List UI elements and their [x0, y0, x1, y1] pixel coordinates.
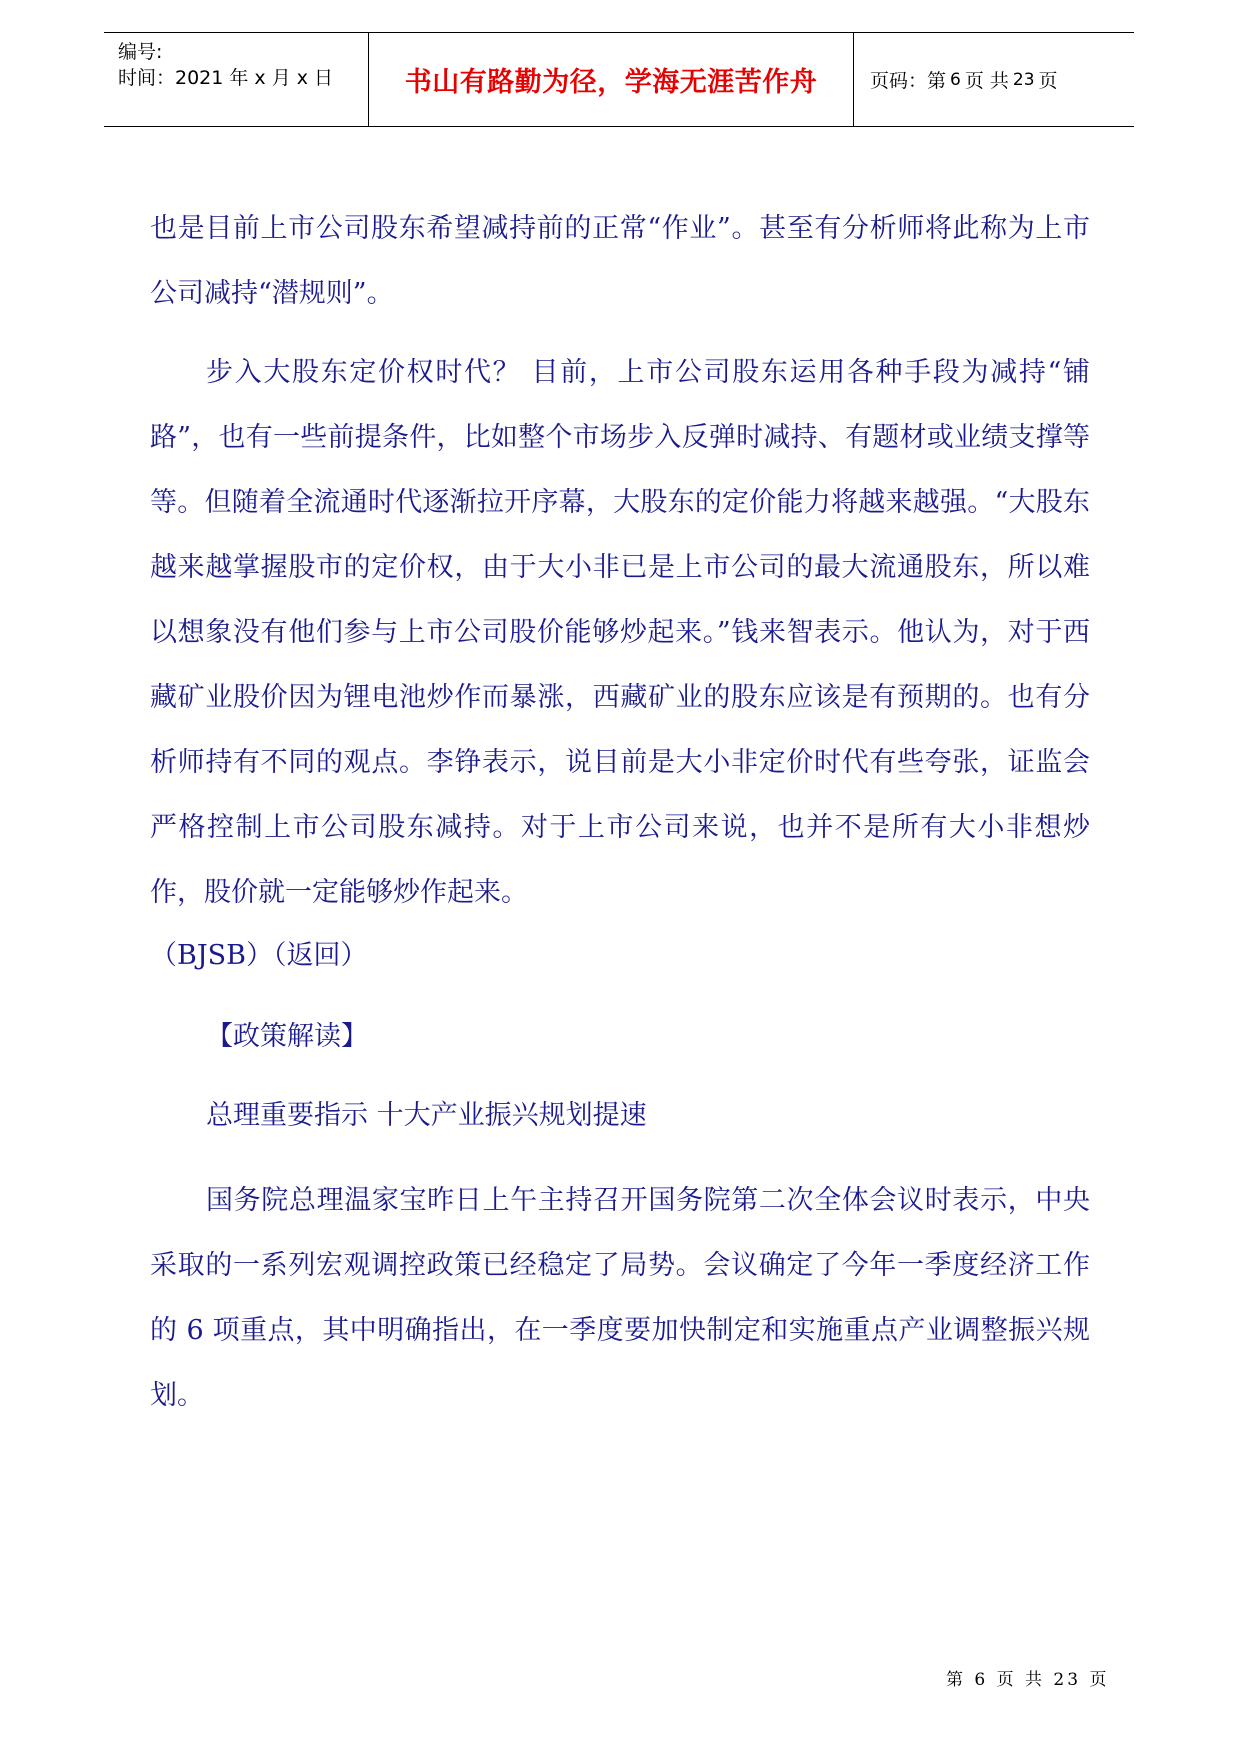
paragraph-pricing-power: 步入大股东定价权时代？ 目前，上市公司股东运用各种手段为减持“铺路”，也有一些前提条件，比如整个市场步入反弹时减持、有题材或业绩支撑等等。但随着全流通时代逐渐拉开序幕，大股东的定价能力将越来越强。“大股东越来越掌握股市的定价权，由于大小非已是上市公司的最大流通股东，所以难以想象没有他们参与上市公司股价能够炒起来。”钱来智表示。他认为，对于西藏矿业股价因为锂电池炒作而暴涨，西藏矿业的股东应该是有预期的。也有分析师持有不同的观点。李铮表示，说目前是大小非定价时代有些夸张，证监会严格控制上市公司股东减持。对于上市公司来说，也并不是所有大小非想炒作，股价就一定能够炒作起来。	[150, 357, 1090, 908]
header-meta-cell	[104, 33, 369, 126]
page-middle: 页 共	[964, 70, 1009, 92]
paragraph-continued: 也是目前上市公司股东希望减持前的正常“作业”。甚至有分析师将此称为上市公司减持“潜规则”。	[150, 213, 1090, 309]
page-total: 23	[1012, 69, 1035, 90]
page-prefix: 页码：第	[870, 70, 947, 92]
section-title: 【政策解读】	[206, 1021, 368, 1052]
header-page-info	[854, 33, 1134, 126]
page-footer: 第 6 页 共 23 页	[946, 1670, 1110, 1690]
source-return-link[interactable]: （BJSB）（返回）	[150, 940, 368, 971]
page-header	[104, 32, 1134, 127]
header-motto: 书山有路勤为径，学海无涯苦作舟	[369, 33, 854, 126]
document-number-label: 编号:	[118, 41, 163, 63]
page-current: 6	[950, 69, 961, 90]
document-time-label: 时间：2021 年 x 月 x 日	[118, 67, 334, 89]
page-suffix: 页	[1038, 70, 1058, 92]
news-headline: 总理重要指示 十大产业振兴规划提速	[206, 1100, 647, 1131]
paragraph-state-council: 国务院总理温家宝昨日上午主持召开国务院第二次全体会议时表示，中央采取的一系列宏观调控政策已经稳定了局势。会议确定了今年一季度经济工作的 6 项重点，其中明确指出，在一季度要加快制定和实施重点产业调整振兴规划。	[150, 1185, 1090, 1411]
